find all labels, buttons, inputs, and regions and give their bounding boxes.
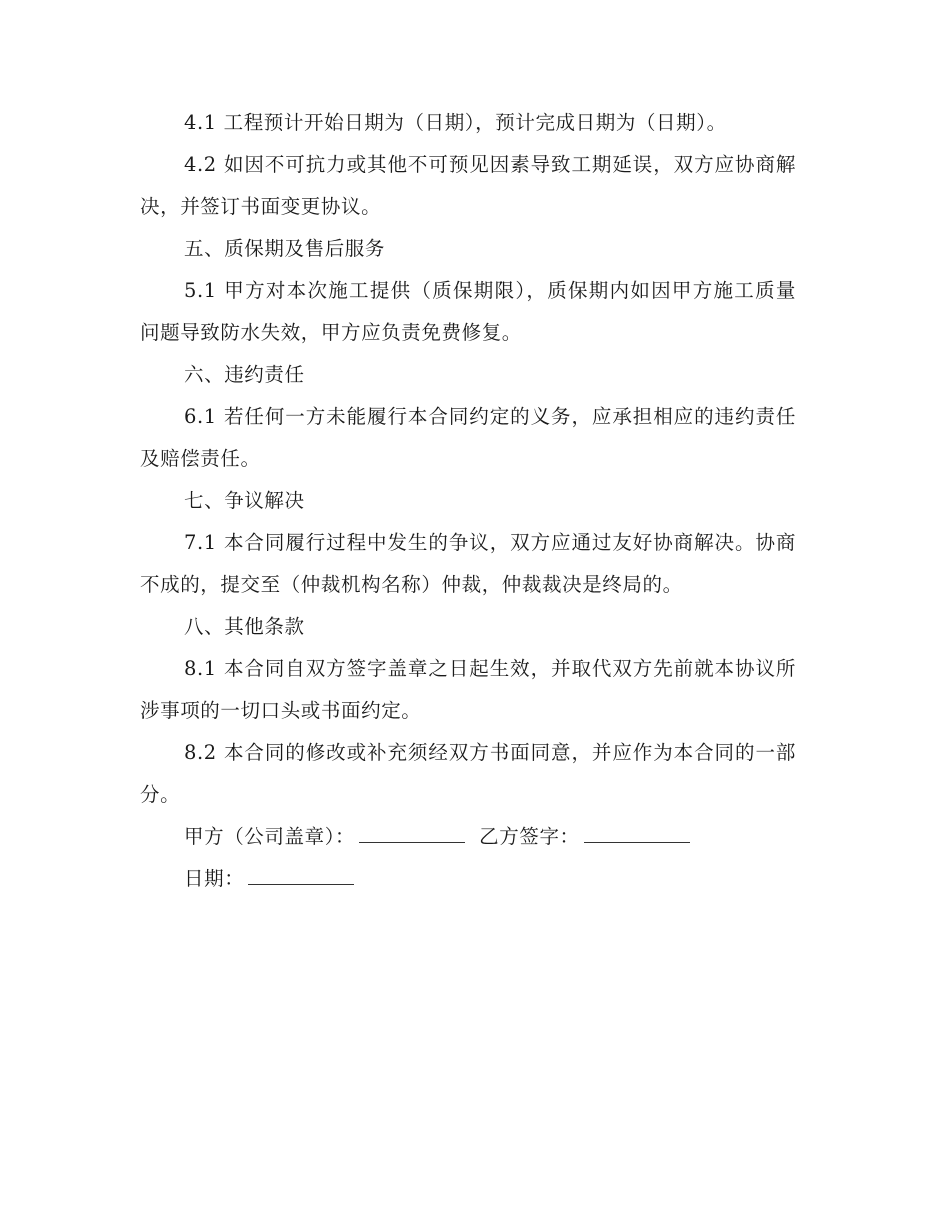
party-a-signature-blank bbox=[359, 818, 465, 843]
party-b-signature-blank bbox=[584, 818, 690, 843]
section-heading-8: 八、其他条款 bbox=[184, 615, 305, 638]
date-label: 日期： bbox=[184, 867, 245, 890]
section-heading-5: 五、质保期及售后服务 bbox=[184, 237, 386, 260]
party-a-label: 甲方（公司盖章）： bbox=[184, 825, 356, 848]
signature-row bbox=[140, 816, 796, 858]
date-blank bbox=[248, 860, 354, 885]
date-row bbox=[140, 858, 796, 900]
clause-6-1: 6.1 若任何一方未能履行本合同约定的义务，应承担相应的违约责任及赔偿责任。 bbox=[140, 405, 796, 470]
clause-4-1: 4.1 工程预计开始日期为（日期），预计完成日期为（日期）。 bbox=[184, 111, 727, 134]
clause-7-1: 7.1 本合同履行过程中发生的争议，双方应通过友好协商解决。协商不成的，提交至（仲裁机构名称）仲裁，仲裁裁决是终局的。 bbox=[140, 531, 796, 596]
document-body bbox=[140, 102, 796, 900]
party-b-label: 乙方签字： bbox=[479, 825, 580, 848]
section-heading-7: 七、争议解决 bbox=[184, 489, 305, 512]
clause-4-2: 4.2 如因不可抗力或其他不可预见因素导致工期延误，双方应协商解决，并签订书面变更协议。 bbox=[140, 153, 796, 218]
clause-8-1: 8.1 本合同自双方签字盖章之日起生效，并取代双方先前就本协议所涉事项的一切口头或书面约定。 bbox=[140, 657, 796, 722]
clause-5-1: 5.1 甲方对本次施工提供（质保期限），质保期内如因甲方施工质量问题导致防水失效，甲方应负责免费修复。 bbox=[140, 279, 796, 344]
clause-8-2: 8.2 本合同的修改或补充须经双方书面同意，并应作为本合同的一部分。 bbox=[140, 741, 796, 806]
section-heading-6: 六、违约责任 bbox=[184, 363, 305, 386]
